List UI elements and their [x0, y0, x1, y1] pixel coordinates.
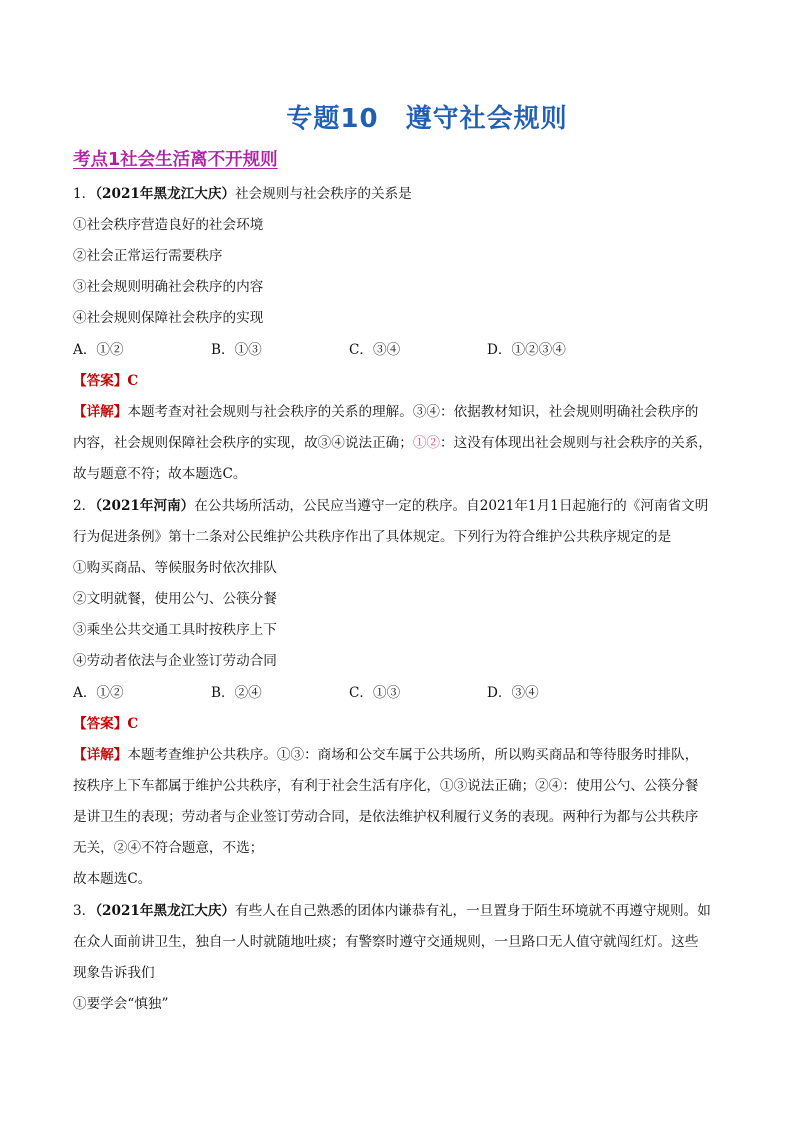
q3-item-1: ①要学会“慎独” [73, 996, 169, 1012]
q1-options [73, 341, 734, 359]
q1-item-2: ②社会正常运行需要秩序 [73, 248, 223, 264]
q1-detail-line-2: 内容，社会规则保障社会秩序的实现，故③④说法正确；①②：这没有体现出社会规则与社会秩序的关系， [73, 435, 712, 451]
q2-option-b: B．②④ [211, 685, 262, 701]
question-3-stem-line-2: 在众人面前讲卫生，独自一人时就随地吐痰；有警察时遵守交通规则，一旦路口无人值守就闯红灯。这些 [73, 934, 699, 950]
q2-item-2: ②文明就餐，使用公勺、公筷分餐 [73, 591, 277, 607]
question-text: 社会规则与社会秩序的关系是 [235, 186, 412, 202]
q2-option-a: A．①② [73, 685, 124, 701]
question-2-stem-line-1: 2．（2021年河南）在公共场所活动，公民应当遵守一定的秩序。自2021年1月1日起施行的《河南省文明 [73, 498, 709, 514]
q1-item-3: ③社会规则明确社会秩序的内容 [73, 279, 264, 295]
q2-options [73, 684, 734, 702]
q2-option-c: C．①③ [349, 685, 401, 701]
q2-detail-line-2: 按秩序上下车都属于维护公共秩序，有利于社会生活有序化，①③说法正确；②④：使用公勺、公筷分餐 [73, 778, 699, 794]
q2-item-4: ④劳动者依法与企业签订劳动合同 [73, 653, 277, 669]
q1-option-a: A．①② [73, 342, 124, 358]
q1-item-1: ①社会秩序营造良好的社会环境 [73, 217, 264, 233]
q2-detail-line-1: 【详解】本题考查维护公共秩序。①③：商场和公交车属于公共场所，所以购买商品和等待服务时排队， [73, 747, 699, 763]
q2-option-d: D．③④ [487, 685, 539, 701]
q1-option-d: D．①②③④ [487, 342, 566, 358]
question-3-stem-line-3: 现象告诉我们 [73, 965, 155, 981]
q1-detail-line-3: 故与题意不符；故本题选C。 [73, 466, 247, 482]
q2-detail-line-4: 无关，②④不符合题意，不选； [73, 840, 264, 856]
question-number: 1． [73, 186, 96, 202]
question-number: 2． [73, 498, 96, 514]
q2-detail-line-3: 是讲卫生的表现；劳动者与企业签订劳动合同，是依法维护权利履行义务的表现。两种行为都与公共秩序 [73, 809, 699, 825]
q2-answer: 【答案】C [73, 716, 139, 732]
q1-answer: 【答案】C [73, 373, 139, 389]
section-heading: 考点1社会生活离不开规则 [73, 150, 278, 170]
question-3-stem-line-1: 3．（2021年黑龙江大庆）有些人在自己熟悉的团体内谦恭有礼，一旦置身于陌生环境就不再遵守规则。如 [73, 903, 711, 919]
q1-detail-line-1: 【详解】本题考查对社会规则与社会秩序的关系的理解。③④：依据教材知识，社会规则明确社会秩序的 [73, 404, 699, 420]
question-2-stem-line-2: 行为促进条例》第十二条对公民维护公共秩序作出了具体规定。下列行为符合维护公共秩序规定的是 [73, 529, 672, 545]
page-title: 专题10 遵守社会规则 [286, 104, 568, 134]
q1-option-c: C．③④ [349, 342, 401, 358]
question-number: 3． [73, 903, 96, 919]
question-source: （2021年河南） [95, 498, 195, 514]
question-source: （2021年黑龙江大庆） [95, 903, 236, 919]
q1-item-4: ④社会规则保障社会秩序的实现 [73, 310, 264, 326]
q1-option-b: B．①③ [211, 342, 262, 358]
question-1-stem [73, 185, 734, 203]
q2-detail-line-5: 故本题选C。 [73, 871, 152, 887]
q2-item-1: ①购买商品、等候服务时依次排队 [73, 560, 277, 576]
q2-item-3: ③乘坐公共交通工具时按秩序上下 [73, 622, 277, 638]
question-source: （2021年黑龙江大庆） [95, 186, 236, 202]
